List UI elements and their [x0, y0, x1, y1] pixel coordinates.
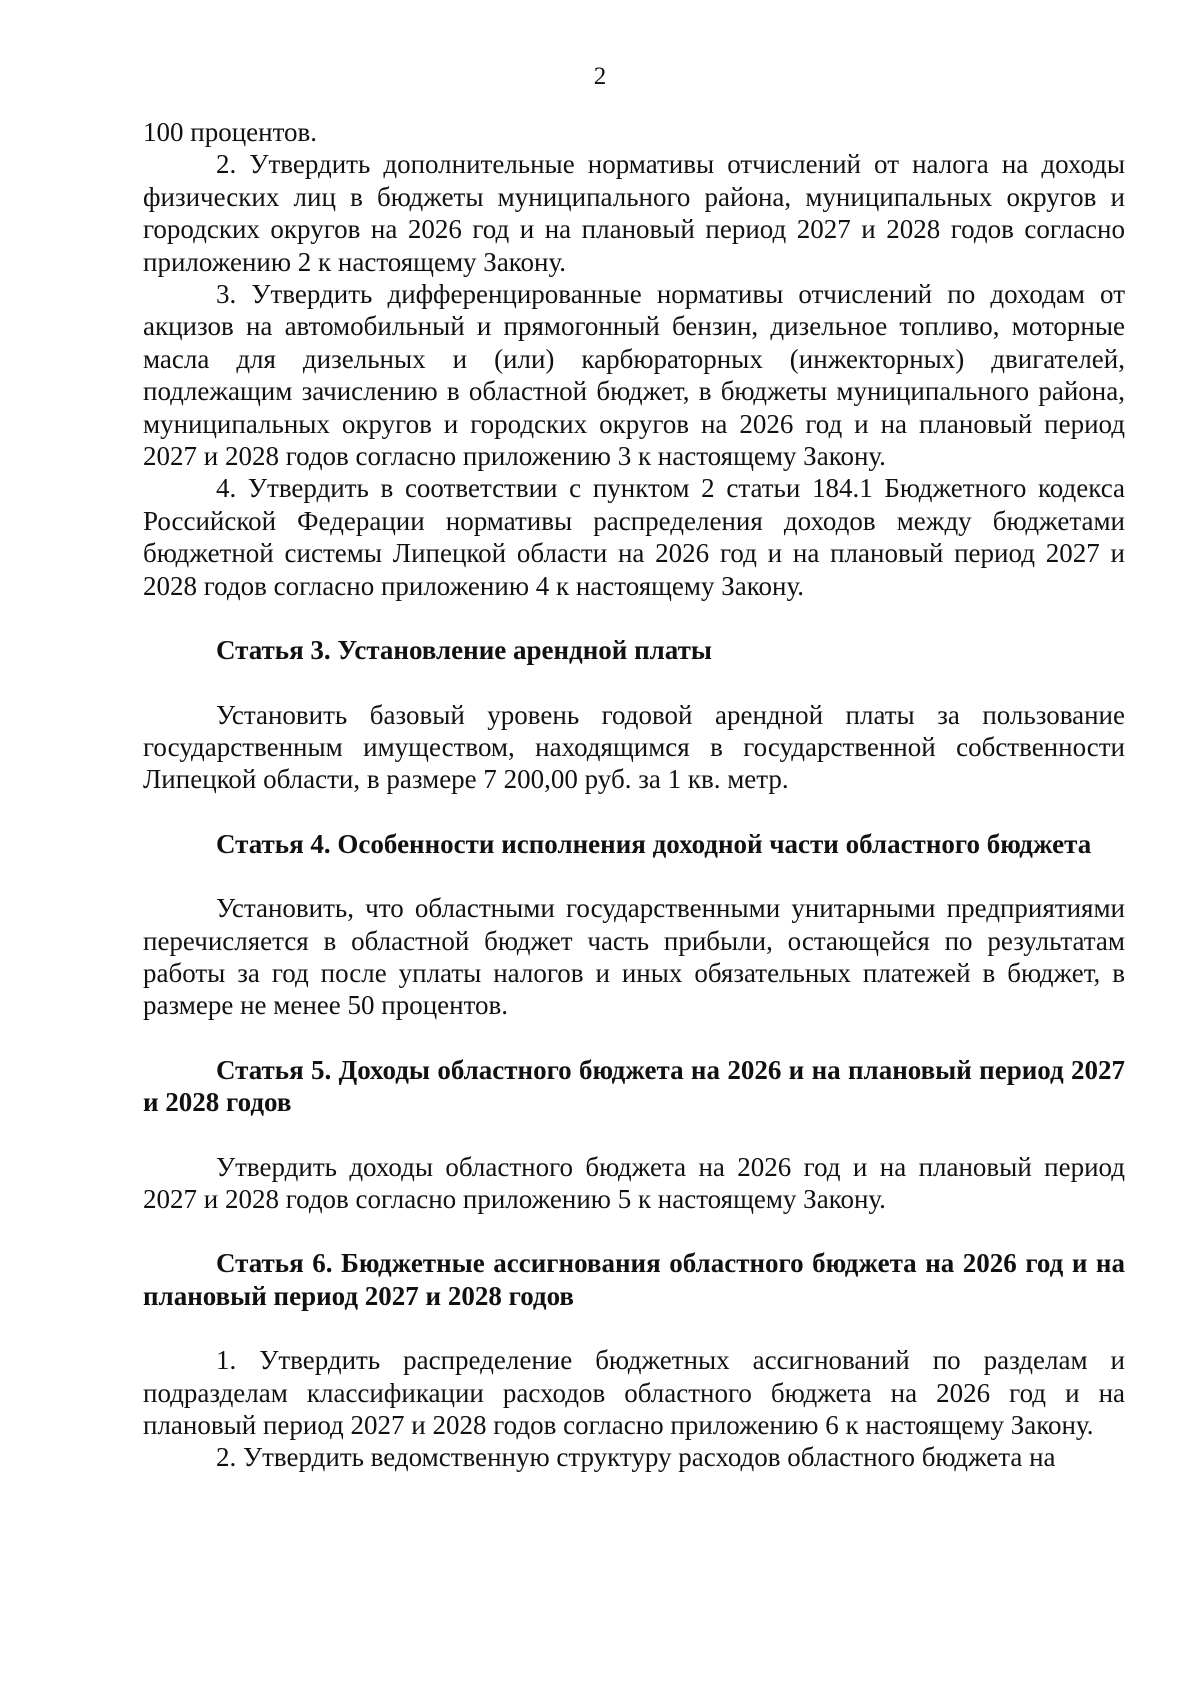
article-6-heading: Статья 6. Бюджетные ассигнования областного бюджета на 2026 год и на плановый период 2027 и 2028 годов [143, 1248, 1125, 1311]
article-3-text: Установить базовый уровень годовой арендной платы за пользование государственным имуществом, находящимся в государственной собственности Липецкой области, в размере 7 200,00 руб. за 1 кв. метр. [143, 699, 1125, 795]
document-body [143, 116, 1125, 1474]
page-number: 2 [593, 63, 607, 90]
paragraph-article2-item3: 3. Утвердить дифференцированные нормативы отчислений по доходам от акцизов на автомобильный и прямогонный бензин, дизельное топливо, моторные масла для дизельных и (или) карбюраторных (инжекторных) двигателей, подлежащим зачислению в областной бюджет, в бюджеты муниципального района, муниципальных округов и городских округов на 2026 год и на плановый период 2027 и 2028 годов согласно приложению 3 к настоящему Закону. [143, 279, 1125, 472]
article-5-heading: Статья 5. Доходы областного бюджета на 2026 и на плановый период 2027 и 2028 годов [143, 1054, 1125, 1118]
article-4-heading: Статья 4. Особенности исполнения доходной части областного бюджета [216, 828, 1092, 859]
article-3-heading: Статья 3. Установление арендной платы [216, 635, 712, 666]
article-5-text: Утвердить доходы областного бюджета на 2026 год и на плановый период 2027 и 2028 годов согласно приложению 5 к настоящему Закону. [143, 1151, 1125, 1214]
paragraph-article2-item4: 4. Утвердить в соответствии с пунктом 2 статьи 184.1 Бюджетного кодекса Российской Федерации нормативы распределения доходов между бюджетами бюджетной системы Липецкой области на 2026 год и на плановый период 2027 и 2028 годов согласно приложению 4 к настоящему Закону. [143, 473, 1125, 601]
article-6-item2: 2. Утвердить ведомственную структуру расходов областного бюджета на [216, 1442, 1056, 1473]
paragraph-article2-item2: 2. Утвердить дополнительные нормативы отчислений от налога на доходы физических лиц в бюджеты муниципального района, муниципальных округов и городских округов на 2026 год и на плановый период 2027 и 2028 годов согласно приложению 2 к настоящему Закону. [143, 149, 1125, 277]
paragraph-continuation: 100 процентов. [143, 117, 318, 147]
article-4-text: Установить, что областными государственными унитарными предприятиями перечисляется в областной бюджет часть прибыли, остающейся по результатам работы за год после уплаты налогов и иных обязательных платежей в бюджет, в размере не менее 50 процентов. [143, 893, 1125, 1021]
article-6-item1: 1. Утвердить распределение бюджетных ассигнований по разделам и подразделам классификации расходов областного бюджета на 2026 год и на плановый период 2027 и 2028 годов согласно приложению 6 к настоящему Закону. [143, 1345, 1125, 1440]
